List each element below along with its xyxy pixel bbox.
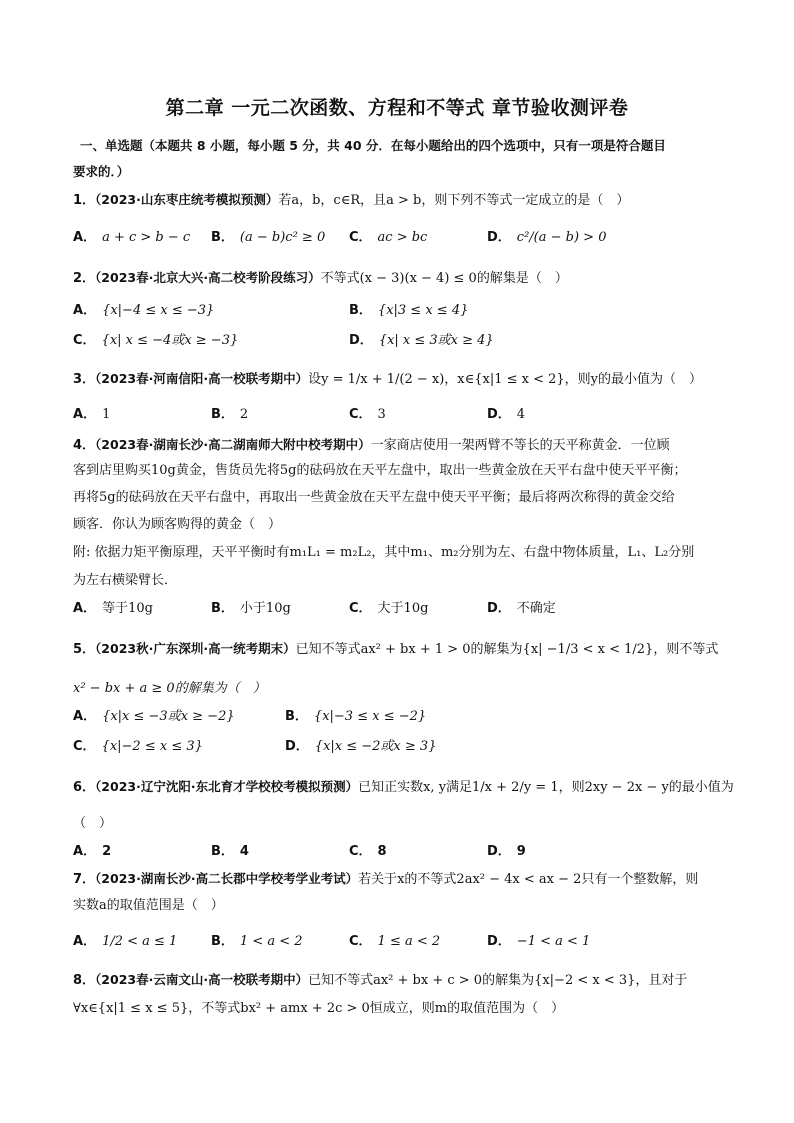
question-5: 5．（2023秋·广东深圳·高一统考期末）已知不等式ax² + bx + 1 > 0的解集为{x| −1/3 < x < 1/2}，则不等式 bbox=[73, 641, 719, 657]
option-d: D． {x| x ≤ 3或x ≥ 4} bbox=[349, 333, 494, 348]
question-5-line2: x² − bx + a ≥ 0的解集为（ ） bbox=[73, 681, 266, 696]
option-c: C． {x| x ≤ −4或x ≥ −3} bbox=[73, 333, 239, 348]
option-c: C． {x|−2 ≤ x ≤ 3} bbox=[73, 739, 203, 754]
question-4-note1: 附: 依据力矩平衡原理，天平平衡时有m₁L₁ = m₂L₂，其中m₁、m₂分别为左、右盘中物体质量，L₁、L₂分别 bbox=[73, 545, 695, 560]
option-d: D． 不确定 bbox=[487, 601, 556, 616]
option-b: B． 4 bbox=[211, 844, 249, 859]
question-4-line3: 再将5g的砝码放在天平右盘中，再取出一些黄金放在天平左盘中使天平平衡；最后将两次称得的黄金交给 bbox=[73, 490, 675, 505]
question-2: 2．（2023春·北京大兴·高二校考阶段练习）不等式(x − 3)(x − 4) ≤ 0的解集是（ ） bbox=[73, 270, 568, 286]
question-number: 1． bbox=[73, 193, 96, 208]
question-7-line2: 实数a的取值范围是（ ） bbox=[73, 898, 224, 913]
question-7: 7．（2023·湖南长沙·高二长郡中学校考学业考试）若关于x的不等式2ax² − 4x < ax − 2只有一个整数解，则 bbox=[73, 871, 699, 887]
option-c: C． 3 bbox=[349, 407, 386, 422]
option-a: A． {x|−4 ≤ x ≤ −3} bbox=[73, 303, 215, 318]
option-d: D． c²/(a − b) > 0 bbox=[487, 230, 607, 245]
option-a: A． 1 bbox=[73, 407, 111, 422]
option-b: B． (a − b)c² ≥ 0 bbox=[211, 230, 326, 245]
question-6-line2: （ ） bbox=[73, 816, 113, 831]
question-8-line2: ∀x∈{x|1 ≤ x ≤ 5}，不等式bx² + amx + 2c > 0恒成立，则m的取值范围为（ ） bbox=[73, 1001, 565, 1016]
option-b: B． 2 bbox=[211, 407, 249, 422]
question-stem: 若a，b，c∈R，且a > b，则下列不等式一定成立的是（ ） bbox=[278, 193, 630, 208]
question-1 bbox=[73, 191, 733, 210]
page-title: 第二章 一元二次函数、方程和不等式 章节验收测评卷 bbox=[165, 97, 629, 119]
question-4-line2: 客到店里购买10g黄金，售货员先将5g的砝码放在天平左盘中，取出一些黄金放在天平右盘中使天平平衡； bbox=[73, 463, 687, 478]
question-4: 4．（2023春·湖南长沙·高二湖南师大附中校考期中）一家商店使用一架两臂不等长的天平称黄金．一位顾 bbox=[73, 437, 670, 453]
option-a: A． a + c > b − c bbox=[73, 230, 191, 245]
question-3: 3．（2023春·河南信阳·高一校联考期中）设y = 1/x + 1/(2 − x)，x∈{x|1 ≤ x < 2}，则y的最小值为（ ） bbox=[73, 371, 703, 387]
option-d: D． 4 bbox=[487, 407, 526, 422]
section-heading-line2: 要求的．） bbox=[73, 164, 130, 179]
option-b: B． {x|−3 ≤ x ≤ −2} bbox=[285, 709, 427, 724]
option-b: B． {x|3 ≤ x ≤ 4} bbox=[349, 303, 469, 318]
option-a: A． 等于10g bbox=[73, 601, 153, 616]
option-b: B． 1 < a < 2 bbox=[211, 934, 303, 949]
option-a: A． 1/2 < a ≤ 1 bbox=[73, 934, 178, 949]
option-c: C． 8 bbox=[349, 844, 387, 859]
question-4-line4: 顾客．你认为顾客购得的黄金（ ） bbox=[73, 517, 282, 532]
question-6: 6．（2023·辽宁沈阳·东北育才学校校考模拟预测）已知正实数x, y满足1/x + 2/y = 1，则2xy − 2x − y的最小值为 bbox=[73, 779, 734, 795]
option-c: C． ac > bc bbox=[349, 230, 428, 245]
option-c: C． 大于10g bbox=[349, 601, 429, 616]
question-4-note2: 为左右横梁臂长． bbox=[73, 573, 178, 588]
section-heading-line1: 一、单选题（本题共 8 小题，每小题 5 分，共 40 分．在每小题给出的四个选项中，只有一项是符合题目 bbox=[80, 138, 666, 153]
option-d: D． −1 < a < 1 bbox=[487, 934, 591, 949]
option-d: D． {x|x ≤ −2或x ≥ 3} bbox=[285, 739, 437, 754]
question-source: （2023·山东枣庄统考模拟预测） bbox=[95, 192, 279, 207]
option-c: C． 1 ≤ a < 2 bbox=[349, 934, 441, 949]
option-a: A． 2 bbox=[73, 844, 112, 859]
option-b: B． 小于10g bbox=[211, 601, 291, 616]
option-d: D． 9 bbox=[487, 844, 526, 859]
option-a: A． {x|x ≤ −3或x ≥ −2} bbox=[73, 709, 235, 724]
question-8: 8．（2023春·云南文山·高一校联考期中）已知不等式ax² + bx + c > 0的解集为{x|−2 < x < 3}，且对于 bbox=[73, 972, 688, 988]
